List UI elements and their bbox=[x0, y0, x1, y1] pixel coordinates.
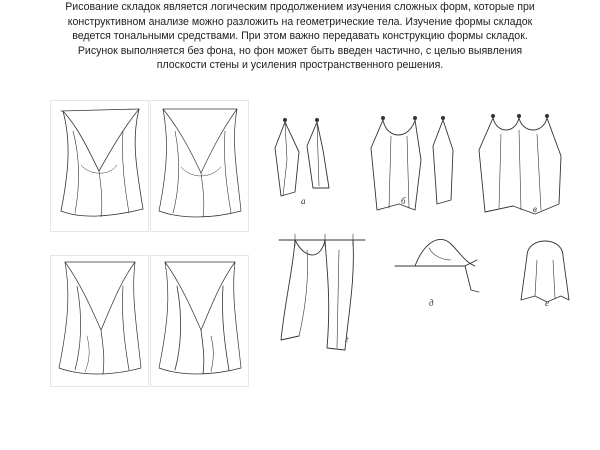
diagram-v bbox=[479, 114, 561, 214]
paragraph-line-2: конструктивном анализе можно разложить на геометрические тела. Изучение формы складок bbox=[67, 15, 533, 28]
drapery-sketch-4 bbox=[150, 255, 249, 387]
drapery-sketch-3 bbox=[50, 255, 149, 387]
label-b: б bbox=[401, 196, 406, 206]
drapery-diagram-panel bbox=[265, 100, 585, 365]
diagram-a bbox=[275, 118, 329, 206]
diagram-g bbox=[279, 234, 365, 350]
diagram-b bbox=[371, 116, 453, 210]
diagram-d bbox=[395, 239, 479, 308]
paragraph-line-3: ведется тональными средствами. При этом важно передавать конструкцию формы складок. bbox=[72, 30, 528, 42]
label-d: д bbox=[429, 298, 434, 308]
label-a: а bbox=[301, 196, 306, 206]
diagram-e bbox=[521, 241, 569, 308]
label-v: в bbox=[533, 204, 537, 214]
paragraph-line-5: плоскости стены и усиления пространственного решения. bbox=[156, 59, 444, 71]
drapery-sketch-1 bbox=[50, 100, 149, 232]
intro-paragraph bbox=[18, 0, 582, 73]
paragraph-line-1: Рисование складок является логическим продолжением изучения сложных форм, которые при bbox=[65, 1, 535, 13]
label-g: г bbox=[345, 334, 349, 344]
label-e: е bbox=[545, 298, 549, 308]
paragraph-line-4: Рисунок выполняется без фона, но фон может быть введен частично, с целью выявления bbox=[77, 44, 523, 57]
drapery-sketch-2 bbox=[150, 100, 249, 232]
